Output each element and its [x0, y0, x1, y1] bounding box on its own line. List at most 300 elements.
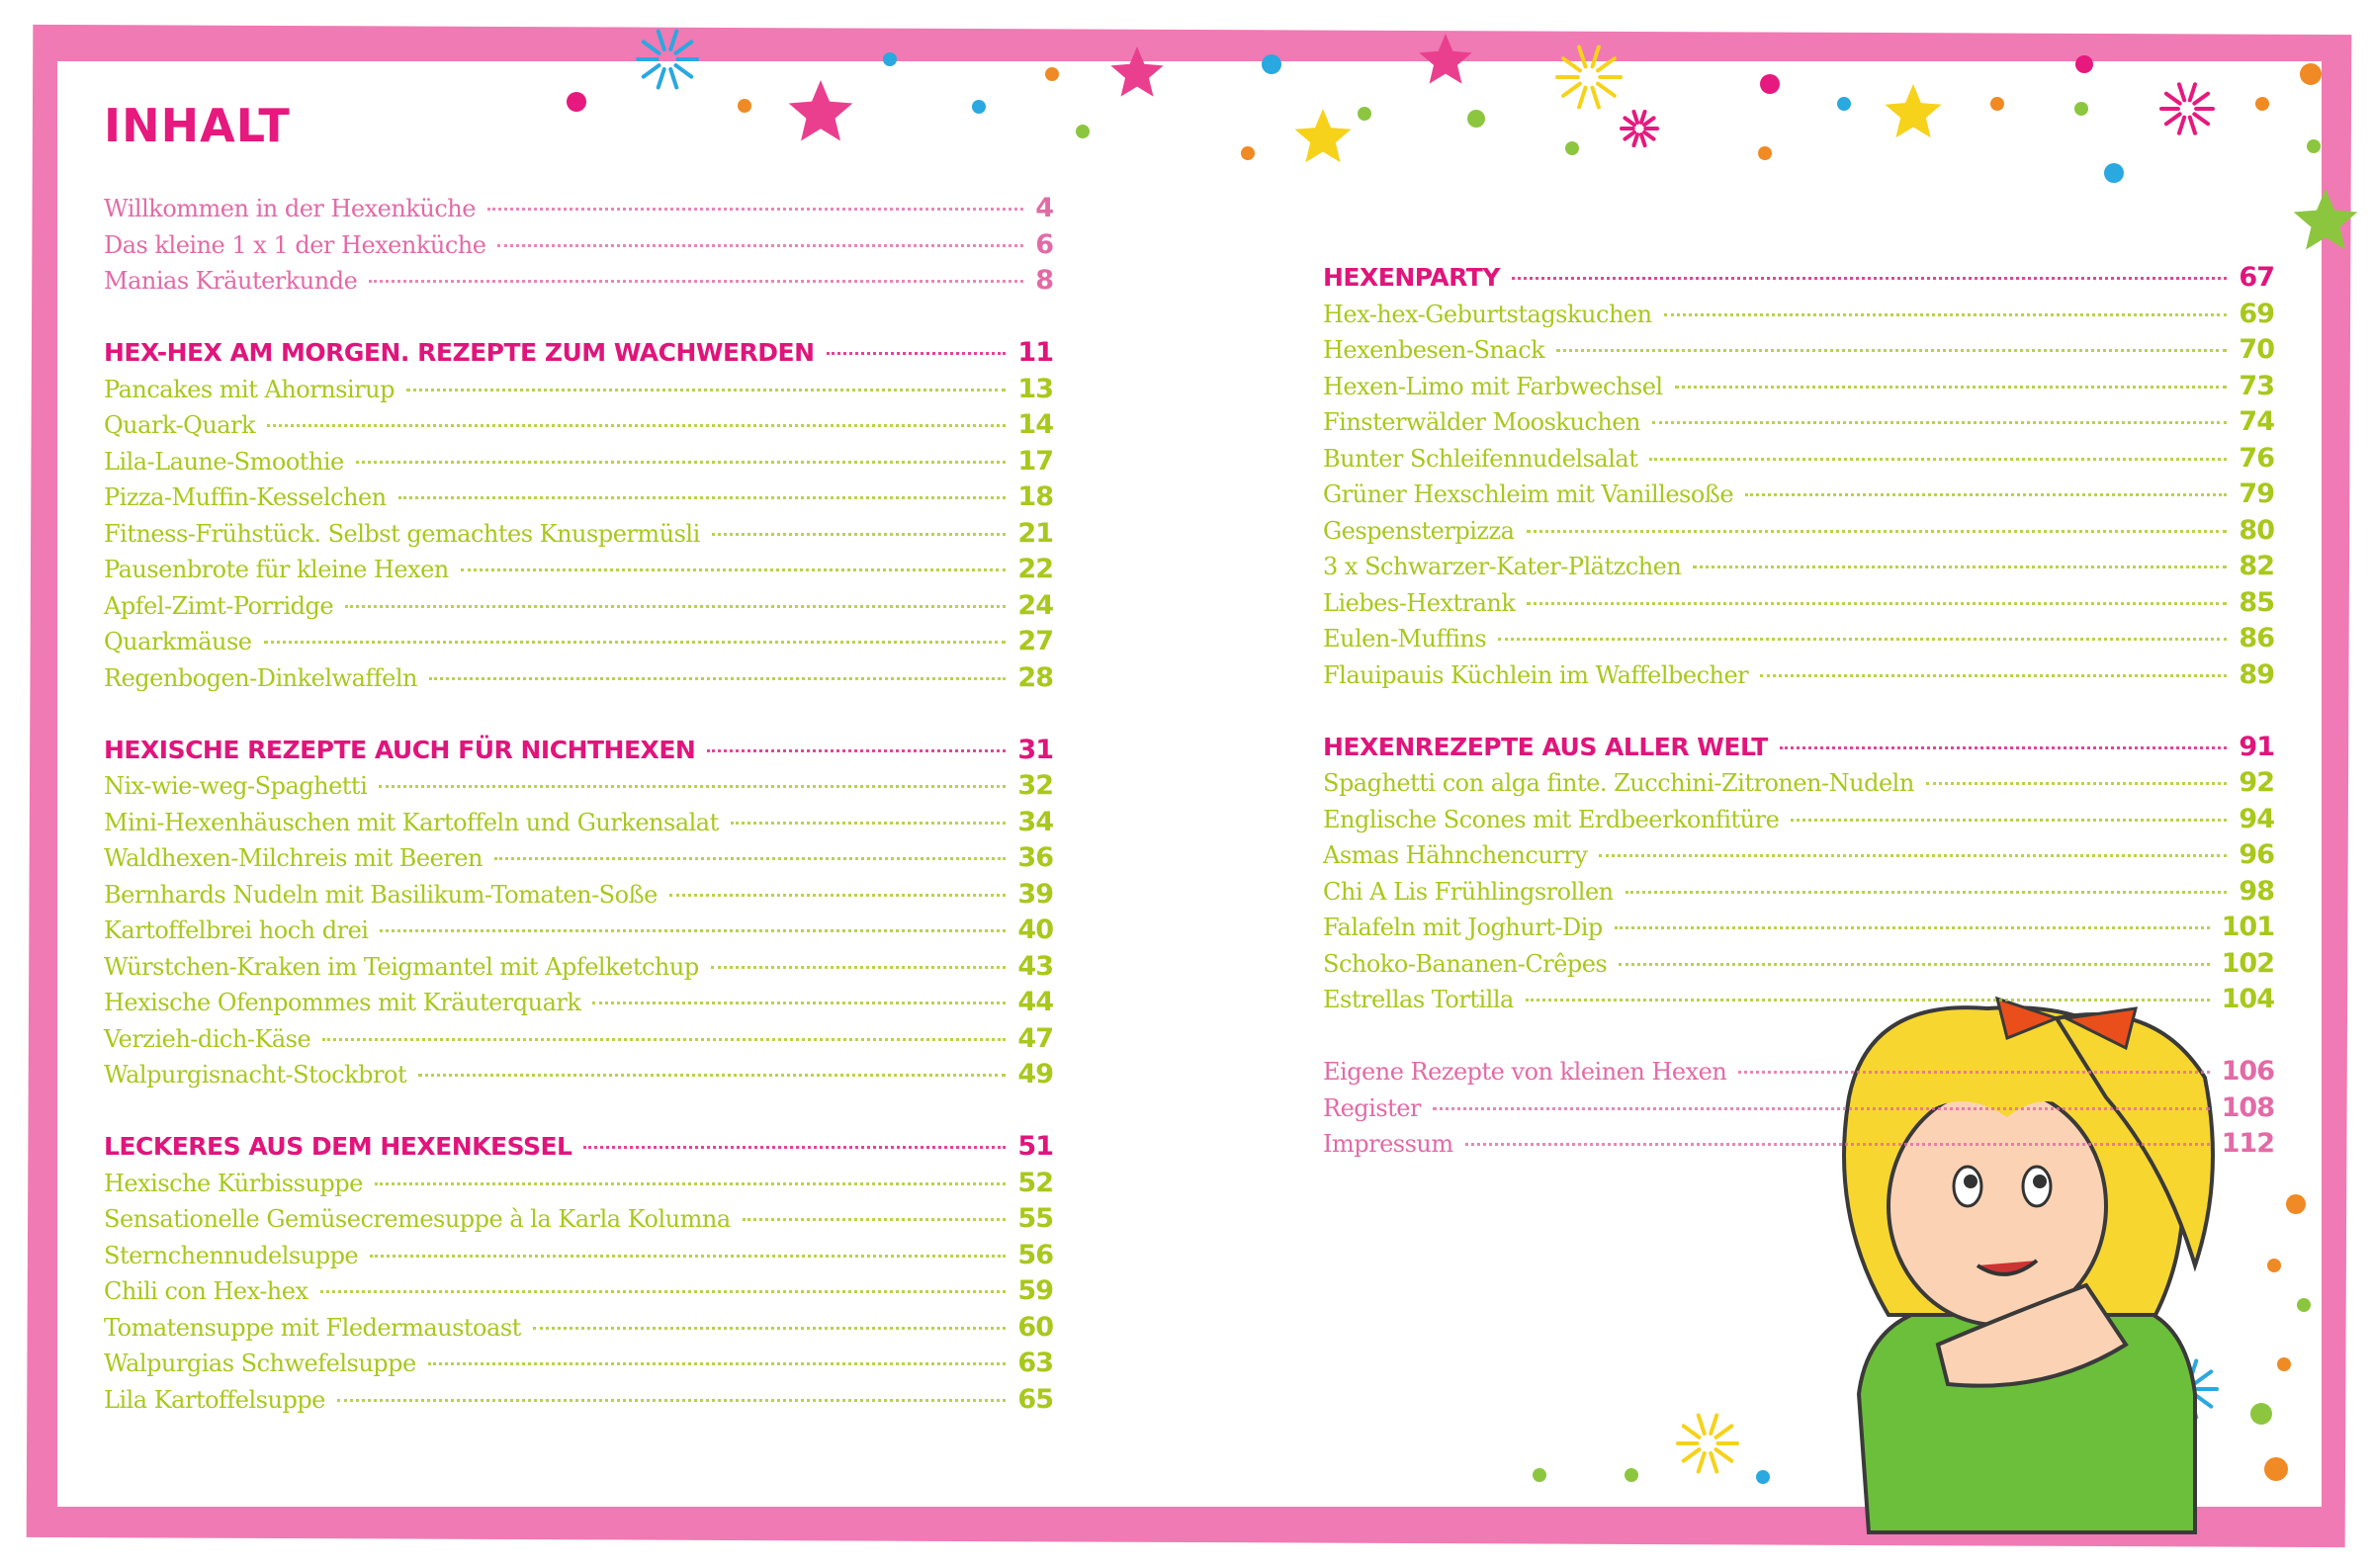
sparkle-icon	[659, 31, 664, 49]
toc-entry[interactable]	[1323, 299, 2274, 335]
toc-entry[interactable]	[104, 842, 1053, 879]
dot-leader	[533, 1327, 1007, 1330]
confetti-dot	[2255, 97, 2269, 111]
sparkle-icon	[644, 42, 659, 52]
confetti-dot	[1358, 107, 1371, 121]
toc-entry[interactable]	[104, 554, 1053, 590]
sparkle-icon	[2194, 114, 2208, 124]
page-number: 112	[2221, 1128, 2274, 1159]
entry-title: Chi A Lis Frühlingsrollen	[1323, 877, 1614, 906]
sparkle-icon	[1641, 134, 1645, 145]
page-number: 60	[1017, 1311, 1053, 1343]
dot-leader	[406, 389, 1006, 392]
entry-title: Liebes-Hextrank	[1323, 588, 1516, 617]
page-number: 18	[1017, 481, 1053, 512]
toc-entry[interactable]	[104, 481, 1053, 518]
entry-title: Quarkmäuse	[104, 628, 252, 655]
entry-title: Estrellas Tortilla	[1323, 986, 1514, 1013]
toc-entry[interactable]	[104, 518, 1053, 555]
dot-leader	[1498, 638, 2227, 641]
page-number: 98	[2239, 875, 2274, 907]
sparkle-icon	[1563, 58, 1580, 70]
page-number: 65	[1017, 1383, 1053, 1415]
toc-entry[interactable]	[1323, 1128, 2274, 1165]
toc-entry[interactable]	[1323, 1056, 2274, 1092]
entry-title: Chili con Hex-hex	[104, 1277, 308, 1305]
page-number: 59	[1017, 1275, 1053, 1306]
confetti-dot	[2307, 139, 2321, 153]
toc-entry[interactable]	[104, 1275, 1053, 1312]
entry-title: Falafeln mit Joghurt-Dip	[1323, 914, 1603, 941]
page-number: 108	[2221, 1091, 2274, 1123]
dot-leader	[1433, 1107, 2210, 1110]
dot-leader	[494, 857, 1007, 860]
page-number: 21	[1017, 517, 1053, 549]
entry-title: Manias Kräuterkunde	[104, 267, 358, 295]
dot-leader	[1664, 313, 2228, 316]
toc-entry[interactable]	[104, 1240, 1053, 1276]
dot-leader	[669, 894, 1007, 897]
page-number: 6	[1035, 228, 1053, 260]
sparkle-icon	[1715, 1449, 1731, 1460]
section-heading[interactable]	[104, 735, 1053, 771]
page-number: 31	[1017, 734, 1053, 765]
page-number: 63	[1017, 1348, 1053, 1378]
entry-title: Sensationelle Gemüsecremesuppe à la Karla Kolumna	[104, 1205, 731, 1233]
toc-entry[interactable]	[1323, 839, 2274, 876]
page-number: 69	[2239, 298, 2274, 329]
entry-title: Verzieh-dich-Käse	[104, 1024, 311, 1053]
entry-title: Englische Scones mit Erdbeerkonfitüre	[1323, 805, 1780, 833]
entry-title: Pausenbrote für kleine Hexen	[104, 556, 449, 583]
dot-leader	[1512, 277, 2227, 280]
sparkle-icon	[1579, 88, 1585, 108]
page-number: 91	[2239, 731, 2274, 762]
entry-title: Pizza-Muffin-Kesselchen	[104, 483, 387, 511]
sparkle-icon	[1711, 1415, 1716, 1434]
section-title: HEX-HEX AM MORGEN. REZEPTE ZUM WACHWERDEN	[104, 338, 815, 367]
page-number: 34	[1017, 806, 1053, 837]
page-number: 74	[2239, 406, 2274, 437]
sparkle-icon	[670, 69, 676, 88]
entry-title: Quark-Quark	[104, 411, 256, 439]
toc-entry[interactable]	[1323, 1092, 2274, 1129]
dot-leader	[1675, 386, 2228, 389]
sparkle-icon	[2166, 114, 2180, 124]
page-number: 94	[2239, 803, 2274, 834]
toc-entry[interactable]	[1323, 443, 2274, 479]
spacer	[104, 698, 1053, 735]
sparkle-icon	[2179, 84, 2184, 100]
page-number: 47	[1017, 1022, 1053, 1054]
star-icon	[1294, 109, 1351, 162]
sparkle-icon	[1633, 134, 1637, 145]
sparkle-icon	[1598, 84, 1615, 96]
entry-title: Lila-Laune-Smoothie	[104, 447, 344, 476]
page-number: 32	[1017, 770, 1053, 801]
page-number: 73	[2239, 370, 2274, 401]
dot-leader	[1526, 999, 2210, 1002]
toc-entry[interactable]	[104, 879, 1053, 915]
entry-title: Spaghetti con alga finte. Zucchini-Zitronen-Nudeln	[1323, 769, 1914, 797]
page-number: 49	[1017, 1059, 1053, 1089]
dot-leader	[337, 1399, 1007, 1402]
page-number: 14	[1017, 409, 1053, 440]
entry-title: Pancakes mit Ahornsirup	[104, 375, 395, 403]
sparkle-icon	[675, 42, 691, 52]
spacer	[104, 302, 1053, 338]
page-number: 4	[1035, 193, 1053, 223]
page-number: 22	[1017, 554, 1053, 584]
entry-title: Hexenbesen-Snack	[1323, 336, 1545, 364]
entry-title: Würstchen-Kraken im Teigmantel mit Apfelketchup	[104, 952, 699, 981]
toc-entry[interactable]	[104, 265, 1053, 302]
dot-leader	[1693, 566, 2227, 568]
section-heading[interactable]	[1323, 732, 2274, 768]
page-number: 89	[2239, 658, 2274, 690]
page-number: 106	[2221, 1056, 2274, 1087]
star-icon	[1110, 46, 1163, 97]
sparkle-icon	[1641, 112, 1645, 123]
sparkle-icon	[2190, 84, 2195, 100]
confetti-dot	[1076, 125, 1090, 138]
confetti-dot	[1565, 141, 1579, 155]
dot-leader	[429, 677, 1006, 680]
toc-entry[interactable]	[104, 446, 1053, 482]
confetti-dot	[1625, 1468, 1638, 1482]
toc-entry[interactable]	[1323, 984, 2274, 1020]
star-icon	[2294, 189, 2358, 250]
dot-leader	[1738, 1071, 2209, 1074]
toc-entry[interactable]	[1323, 948, 2274, 985]
confetti-dot	[1241, 146, 1255, 160]
sparkle-icon	[1592, 47, 1598, 67]
toc-entry[interactable]	[1323, 623, 2274, 659]
sparkle-icon	[2195, 1395, 2211, 1406]
toc-entry[interactable]	[104, 915, 1053, 951]
dot-leader	[1649, 458, 2227, 461]
star-icon	[1885, 84, 1941, 137]
confetti-dot	[2267, 1259, 2281, 1272]
section-heading[interactable]	[1323, 262, 2274, 299]
toc-entry[interactable]	[104, 1348, 1053, 1384]
spacer	[1323, 695, 2274, 732]
dot-leader	[592, 1002, 1006, 1004]
dot-leader	[1625, 891, 2228, 894]
toc-entry[interactable]	[104, 987, 1053, 1023]
toc-entry[interactable]	[1323, 767, 2274, 804]
sparkle-icon	[1684, 1426, 1700, 1437]
sparkle-icon	[659, 69, 664, 88]
entry-title: Willkommen in der Hexenküche	[104, 195, 476, 222]
dot-leader	[743, 1218, 1007, 1221]
entry-title: Walpurgisnacht-Stockbrot	[104, 1061, 407, 1089]
entry-title: Schoko-Bananen-Crêpes	[1323, 949, 1608, 978]
toc-entry[interactable]	[104, 229, 1053, 266]
confetti-dot	[1262, 54, 1281, 74]
entry-title: Regenbogen-Dinkelwaffeln	[104, 663, 417, 692]
confetti-dot	[2277, 1357, 2291, 1371]
toc-entry[interactable]	[1323, 912, 2274, 948]
page-number: 56	[1017, 1239, 1053, 1270]
entry-title: Mini-Hexenhäuschen mit Kartoffeln und Gurkensalat	[104, 808, 719, 836]
dot-leader	[461, 568, 1007, 571]
confetti-dot	[2075, 55, 2093, 73]
sparkle-icon	[2179, 118, 2184, 133]
entry-title: Flauipauis Küchlein im Waffelbecher	[1323, 660, 1749, 689]
toc-entry[interactable]	[1323, 587, 2274, 624]
confetti-dot	[2300, 63, 2322, 85]
page-number: 102	[2221, 947, 2274, 979]
dot-leader	[322, 1038, 1006, 1041]
page-number: 11	[1017, 337, 1053, 368]
dot-leader	[1527, 602, 2227, 605]
entry-title: Eigene Rezepte von kleinen Hexen	[1323, 1058, 1727, 1086]
page-number: 85	[2239, 586, 2274, 618]
sparkle-icon	[2190, 118, 2195, 133]
sparkle-icon	[1644, 118, 1653, 125]
page-number: 92	[2239, 767, 2274, 798]
dot-leader	[356, 461, 1007, 464]
dot-leader	[487, 208, 1023, 211]
dot-leader	[267, 424, 1006, 427]
page-number: 86	[2239, 623, 2274, 653]
sparkle-icon	[644, 65, 659, 76]
page-number: 39	[1017, 878, 1053, 910]
sparkle-icon	[1625, 118, 1633, 125]
spacer	[1323, 1020, 2274, 1057]
page-number: 51	[1017, 1131, 1053, 1162]
toc-entry[interactable]	[104, 409, 1053, 446]
entry-title: Lila Kartoffelsuppe	[104, 1385, 325, 1414]
confetti-dot	[1760, 74, 1780, 94]
page-number: 55	[1017, 1203, 1053, 1234]
dot-leader	[1615, 926, 2210, 929]
sparkle-icon	[2195, 1371, 2211, 1382]
sparkle-icon	[2194, 94, 2208, 104]
entry-title: Das kleine 1 x 1 der Hexenküche	[104, 230, 486, 259]
sparkle-icon	[1711, 1453, 1716, 1472]
entry-title: Gespensterpizza	[1323, 516, 1515, 545]
page-number: 104	[2221, 984, 2274, 1014]
confetti-dot	[1758, 146, 1772, 160]
entry-title: Bunter Schleifennudelsalat	[1323, 444, 1638, 473]
toc-entry[interactable]	[104, 1203, 1053, 1240]
page-number: 79	[2239, 479, 2274, 509]
toc-entry[interactable]	[1323, 876, 2274, 913]
toc-entry[interactable]	[1323, 515, 2274, 552]
dot-leader	[707, 749, 1006, 752]
confetti-dot	[2264, 1457, 2288, 1481]
entry-title: Register	[1323, 1093, 1421, 1122]
dot-leader	[731, 822, 1007, 825]
confetti-dot	[1533, 1468, 1546, 1482]
page-number: 43	[1017, 950, 1053, 982]
confetti-dot	[2297, 1298, 2311, 1312]
confetti-dot	[1990, 97, 2004, 111]
dot-leader	[345, 605, 1006, 608]
entry-title: Fitness-Frühstück. Selbst gemachtes Knuspermüsli	[104, 519, 700, 548]
toc-entry[interactable]	[1323, 371, 2274, 407]
page-number: 8	[1035, 265, 1053, 296]
confetti-dot	[1756, 1470, 1770, 1484]
sparkle-icon	[1644, 132, 1653, 139]
confetti-dot	[1045, 67, 1059, 81]
spacer	[104, 1095, 1053, 1132]
page-number: 96	[2239, 839, 2274, 870]
section-heading[interactable]	[104, 1131, 1053, 1168]
confetti-dot	[2104, 163, 2124, 183]
entry-title: 3 x Schwarzer-Kater-Plätzchen	[1323, 553, 1682, 580]
entry-title: Impressum	[1323, 1130, 1453, 1158]
dot-leader	[1926, 782, 2228, 785]
page-number: 28	[1017, 661, 1053, 693]
confetti-dot	[1837, 97, 1851, 111]
page-number: 27	[1017, 626, 1053, 656]
dot-leader	[827, 352, 1007, 355]
toc-entry[interactable]	[1323, 551, 2274, 587]
toc-entry[interactable]	[104, 1168, 1053, 1204]
confetti-dot	[2074, 102, 2088, 116]
toc-entry[interactable]	[104, 662, 1053, 699]
page-number: 70	[2239, 334, 2274, 365]
dot-leader	[1791, 819, 2227, 822]
entry-title: Eulen-Muffins	[1323, 625, 1487, 653]
entry-title: Bernhards Nudeln mit Basilikum-Tomaten-Soße	[104, 880, 658, 909]
page-number: 13	[1017, 373, 1053, 404]
dot-leader	[712, 533, 1007, 536]
dot-leader	[428, 1362, 1007, 1365]
toc-entry[interactable]	[104, 770, 1053, 807]
sparkle-icon	[2166, 94, 2180, 104]
section-title: LECKERES AUS DEM HEXENKESSEL	[104, 1132, 572, 1161]
toc-right-column	[1323, 262, 2274, 1165]
sparkle-icon	[1598, 58, 1615, 70]
entry-title: Asmas Hähnchencurry	[1323, 841, 1588, 869]
entry-title: Hexische Kürbissuppe	[104, 1169, 363, 1197]
sparkle-icon	[1715, 1426, 1731, 1437]
confetti-dot	[567, 92, 586, 112]
toc-entry[interactable]	[1323, 659, 2274, 696]
star-icon	[789, 80, 853, 141]
toc-entry[interactable]	[104, 951, 1053, 988]
confetti-dot	[972, 100, 986, 114]
dot-leader	[1556, 349, 2227, 352]
dot-leader	[497, 244, 1023, 247]
dot-leader	[1599, 854, 2227, 857]
section-heading[interactable]	[104, 337, 1053, 374]
page-number: 40	[1017, 915, 1053, 945]
toc-entry[interactable]	[104, 1312, 1053, 1349]
page-number: 36	[1017, 842, 1053, 873]
toc-entry[interactable]	[1323, 406, 2274, 443]
toc-entry[interactable]	[104, 374, 1053, 410]
page-number: 17	[1017, 445, 1053, 477]
toc-entry[interactable]	[104, 626, 1053, 662]
sparkle-icon	[670, 31, 676, 49]
entry-title: Apfel-Zimt-Porridge	[104, 591, 334, 620]
dot-leader	[1745, 493, 2227, 496]
entry-title: Hex-hex-Geburtstagskuchen	[1323, 300, 1652, 328]
page-number: 101	[2221, 912, 2274, 942]
sparkle-icon	[675, 65, 691, 76]
toc-entry[interactable]	[1323, 334, 2274, 371]
sparkle-icon	[1579, 47, 1585, 67]
toc-entry[interactable]	[104, 193, 1053, 229]
sparkle-icon	[1684, 1449, 1700, 1460]
dot-leader	[320, 1290, 1007, 1293]
entry-title: Waldhexen-Milchreis mit Beeren	[104, 844, 483, 872]
dot-leader	[380, 929, 1006, 932]
dot-leader	[711, 966, 1007, 969]
dot-leader	[369, 280, 1023, 283]
star-icon	[1419, 34, 1471, 84]
section-title: HEXISCHE REZEPTE AUCH FÜR NICHTHEXEN	[104, 735, 696, 764]
toc-entry[interactable]	[1323, 479, 2274, 515]
dot-leader	[1527, 530, 2228, 533]
dot-leader	[1760, 674, 2227, 677]
toc-left-column	[104, 193, 1053, 1420]
page-number: 44	[1017, 987, 1053, 1017]
toc-entry[interactable]	[104, 1023, 1053, 1060]
page-title: INHALT	[104, 99, 291, 152]
entry-title: Walpurgias Schwefelsuppe	[104, 1350, 416, 1377]
page-number: 24	[1017, 589, 1053, 621]
dot-leader	[1780, 746, 2228, 749]
confetti-dot	[738, 99, 751, 113]
sparkle-icon	[1592, 88, 1598, 108]
entry-title: Sternchennudelsuppe	[104, 1241, 359, 1269]
toc-entry[interactable]	[104, 807, 1053, 843]
dot-leader	[398, 496, 1007, 499]
toc-entry[interactable]	[104, 1059, 1053, 1095]
page-number: 82	[2239, 551, 2274, 581]
confetti-dot	[2250, 1403, 2272, 1425]
dot-leader	[379, 785, 1006, 788]
confetti-dot	[2286, 1194, 2306, 1214]
entry-title: Finsterwälder Mooskuchen	[1323, 408, 1640, 436]
toc-entry[interactable]	[104, 590, 1053, 627]
entry-title: Nix-wie-weg-Spaghetti	[104, 772, 368, 800]
page-number: 52	[1017, 1167, 1053, 1198]
sparkle-icon	[1699, 1415, 1705, 1434]
page-number: 80	[2239, 514, 2274, 546]
dot-leader	[1619, 963, 2209, 966]
dot-leader	[375, 1182, 1007, 1185]
dot-leader	[583, 1146, 1006, 1149]
toc-entry[interactable]	[1323, 804, 2274, 840]
entry-title: Hexen-Limo mit Farbwechsel	[1323, 372, 1663, 400]
sparkle-icon	[1625, 132, 1633, 139]
toc-entry[interactable]	[104, 1384, 1053, 1421]
dot-leader	[264, 641, 1007, 644]
entry-title: Grüner Hexschleim mit Vanillesoße	[1323, 480, 1734, 508]
page-number: 67	[2239, 262, 2274, 293]
dot-leader	[370, 1255, 1006, 1258]
section-title: HEXENREZEPTE AUS ALLER WELT	[1323, 732, 1768, 761]
dot-leader	[1465, 1143, 2210, 1146]
section-title: HEXENPARTY	[1323, 263, 1500, 292]
confetti-dot	[883, 52, 897, 66]
dot-leader	[418, 1074, 1006, 1077]
entry-title: Kartoffelbrei hoch drei	[104, 916, 369, 944]
sparkle-icon	[1633, 112, 1637, 123]
confetti-dot	[1467, 110, 1485, 128]
sparkle-icon	[1563, 84, 1580, 96]
entry-title: Hexische Ofenpommes mit Kräuterquark	[104, 989, 581, 1016]
sparkle-icon	[1699, 1453, 1705, 1472]
entry-title: Tomatensuppe mit Fledermaustoast	[104, 1313, 521, 1342]
